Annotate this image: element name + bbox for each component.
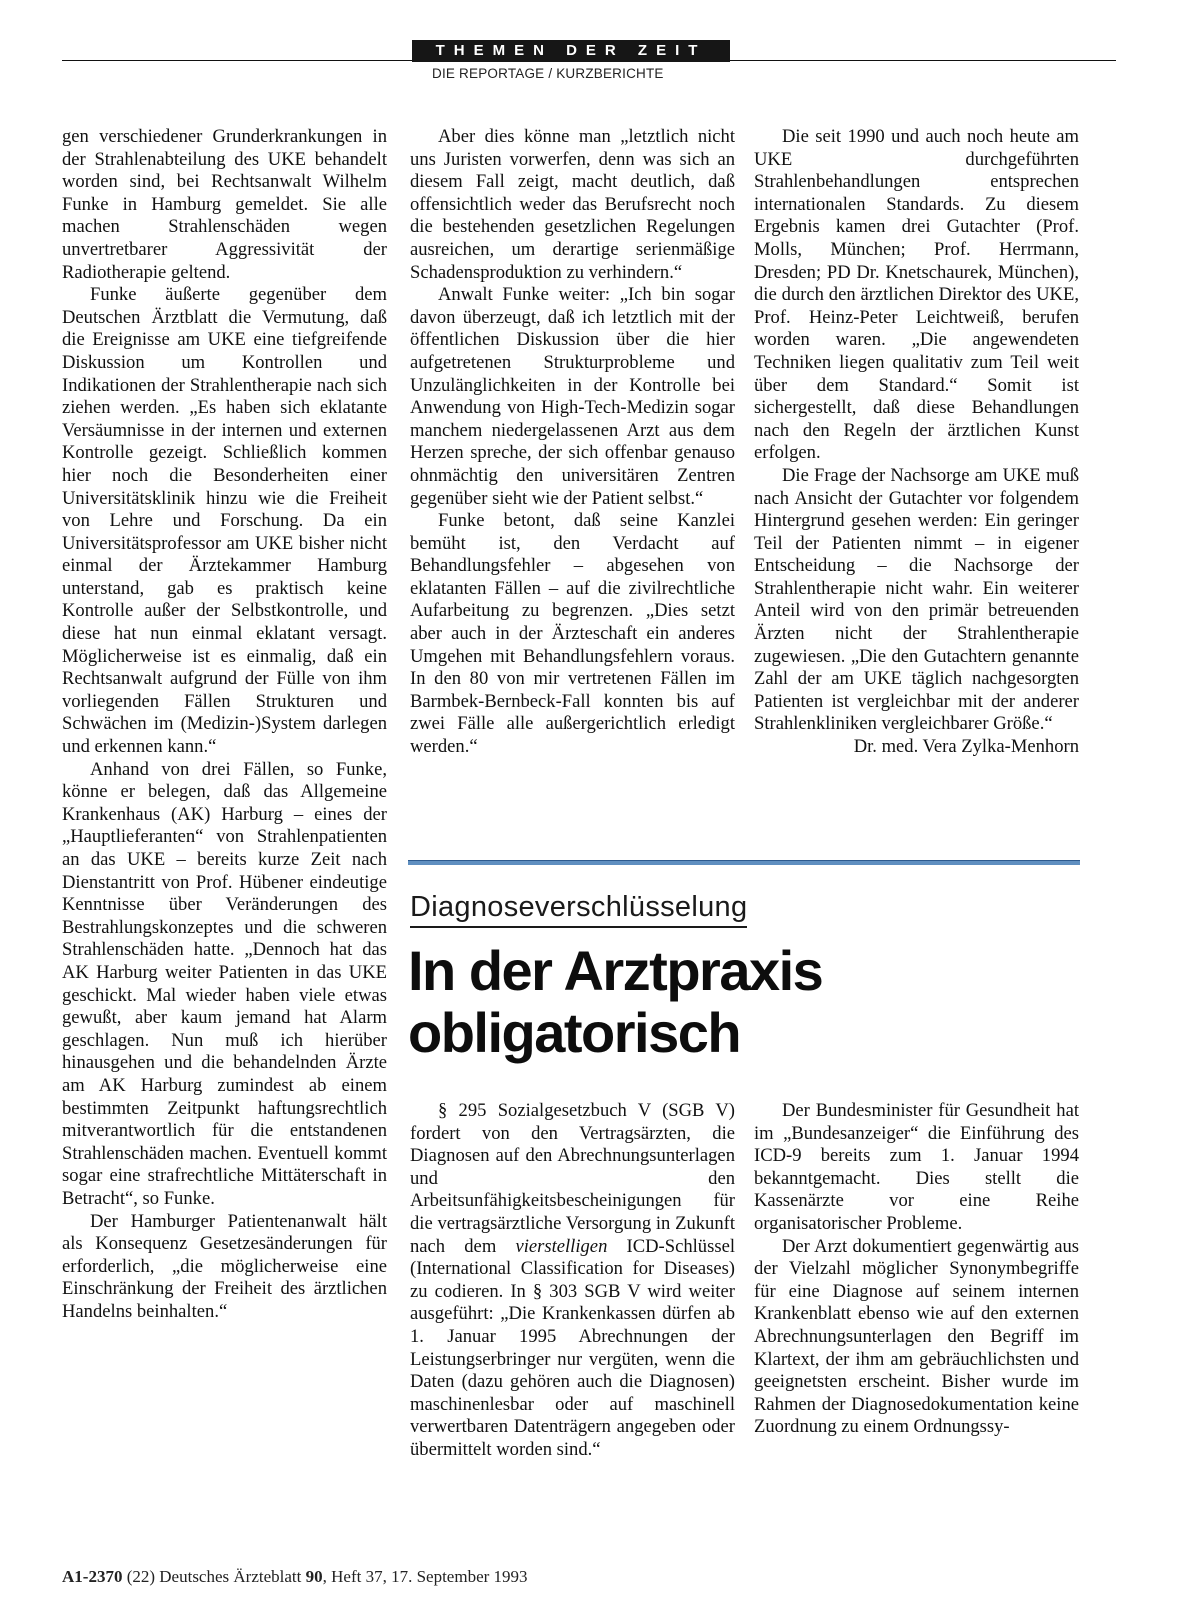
paragraph: Die seit 1990 und auch noch heute am UKE durchgeführten Strahlenbehandlungen entsprechen internationalen Standards. Zu diesem Ergebnis kamen drei Gutachter (Prof. Molls, München; Prof. Herrmann, Dresden; PD Dr. Knetschaurek, München), die durch den ärztlichen Direktor des UKE, Prof. Heinz-Peter Leichtweiß, berufen worden waren. „Die angewendeten Techniken liegen qualitativ zum Teil weit über dem Standard.“ Somit ist sichergestellt, daß diese Behandlungen nach den Regeln der ärztlichen Kunst erfolgen. — [754, 126, 1079, 464]
paragraph — [410, 1100, 735, 1462]
article-headline: In der Arztpraxis obligatorisch — [408, 939, 823, 1064]
paragraph: Die Frage der Nachsorge am UKE muß nach Ansicht der Gutachter vor folgendem Hintergrund gesehen werden: Ein geringer Teil der Patienten nimmt – in eigener Entscheidung – die Nachsorge der Strahlentherapie nicht wahr. Ein weiterer Anteil wird von den primär betreuenden Ärzten nicht der Strahlentherapie zugewiesen. „Die den Gutachtern genannte Zahl der am UKE täglich nachgesorgten Patienten ist vergleichbar mit der anderer Strahlenkliniken vergleichbarer Größe.“ — [754, 464, 1079, 735]
text-run: § 295 Sozialgesetzbuch V (SGB V) fordert von den Vertragsärzten, die Diagnosen auf den Abrechnungsunterlagen und den Arbeitsunfähigkeitsbescheinigungen für die vertragsärztliche Versorgung in Zukunft nach dem — [410, 1100, 735, 1257]
author-byline: Dr. med. Vera Zylka-Menhorn — [853, 736, 1079, 758]
paragraph: Aber dies könne man „letztlich nicht uns Juristen vorwerfen, denn was sich an diesem Fall zeigt, macht deutlich, daß offensichtlich weder das Berufsrecht noch die bestehenden gesetzlichen Regelungen ausreichen, um derartige serienmäßige Schadensproduktion zu verhindern.“ — [410, 126, 735, 283]
paragraph: Anhand von drei Fällen, so Funke, könne er belegen, daß das Allgemeine Krankenhaus (AK) Harburg – eines der „Hauptlieferanten“ von Strahlenpatienten an das UKE – bereits kurze Zeit nach Dienstantritt von Prof. Hübener eindeutige Kenntnisse über Veränderungen des Bestrahlungskonzeptes und die schweren Strahlenschäden hatte. „Dennoch hat das AK Harburg weiter Patienten in das UKE geschickt. Mal wieder haben viele etwas gewußt, aber kaum jemand hat Alarm geschlagen. Nun muß ich hierüber hinausgehen und die behandelnden Ärzte am AK Harburg zumindest ab einem bestimmten Zeitpunkt haftungsrechtlich mitverantwortlich für die entstandenen Strahlenschäden machen. Eventuell kommt sogar eine strafrechtliche Mittäterschaft in Betracht“, so Funke. — [62, 758, 387, 1209]
article2-column1 — [410, 1100, 735, 1462]
issue-info: , Heft 37, 17. September 1993 — [322, 1567, 528, 1586]
paragraph: Der Arzt dokumentiert gegenwärtig aus der Vielzahl möglicher Synonymbegriffe für eine Diagnose auf seinem internen Krankenblatt ebenso wie auf den externen Abrechnungsunterlagen den Begriff im Klartext, der ihm am gebräuchlichsten und geeignetsten erscheint. Bisher wurde im Rahmen der Diagnosedokumentation keine Zuordnung zu einem Ordnungssy- — [754, 1235, 1079, 1438]
article-divider — [408, 860, 1080, 865]
article1-column2 — [410, 126, 735, 759]
article-kicker: Diagnoseverschlüsselung — [410, 888, 747, 928]
paragraph: Anwalt Funke weiter: „Ich bin sogar davon überzeugt, daß ich letztlich mit der öffentlichen Diskussion über die hier aufgetretenen Strukturprobleme und Unzulänglichkeiten in der Kontrolle bei Anwendung von High-Tech-Medizin sogar manchem niedergelassenen Arzt aus dem Herzen spreche, der sich offenbar genauso ohnmächtig den universitären Zentren gegenüber sieht wie der Patient selbst.“ — [410, 284, 735, 509]
paragraph: Funke betont, daß seine Kanzlei bemüht ist, den Verdacht auf Behandlungsfehler – abgesehen von eklatanten Fällen – auf die zivilrechtliche Aufarbeitung zu begrenzen. „Dies setzt aber auch in der Ärzteschaft ein anderes Umgehen mit Behandlungsfehlern voraus. In den 80 von mir vertretenen Fällen im Barmbek-Bernbeck-Fall konnten bis auf zwei Fälle alle außergerichtlich erledigt werden.“ — [410, 510, 735, 758]
paragraph: Der Hamburger Patientenanwalt hält als Konsequenz Gesetzesänderungen für erforderlich, „die möglicherweise eine Einschränkung der Freiheit des ärztlichen Handelns beinhalten.“ — [62, 1210, 387, 1322]
paragraph: Der Bundesminister für Gesundheit hat im „Bundesanzeiger“ die Einführung des ICD-9 bereits zum 1. Januar 1994 bekanntgemacht. Dies stellt die Kassenärzte vor eine Reihe organisatorischer Probleme. — [754, 1100, 1079, 1234]
volume-number: 90 — [305, 1567, 323, 1586]
section-subtitle: DIE REPORTAGE / KURZBERICHTE — [432, 66, 664, 81]
page-number: A1-2370 — [62, 1567, 123, 1586]
paragraph: gen verschiedener Grunderkrankungen in der Strahlenabteilung des UKE behandelt worden sind, bei Rechtsanwalt Wilhelm Funke in Hamburg gemeldet. Sie alle machen Strahlenschäden wegen unvertretbarer Aggressivität der Radiotherapie geltend. — [62, 126, 387, 283]
section-banner: THEMEN DER ZEIT — [412, 40, 730, 62]
text-run: ICD-Schlüssel (International Classification for Diseases) zu codieren. In § 303 SGB V wird weiter ausgeführt: „Die Krankenkassen dürfen ab 1. Januar 1995 Abrechnungen der Leistungserbringer nur vergüten, wenn die Daten (dazu gehören auch die Diagnosen) maschinenlesbar oder auf maschinell verwertbaren Datenträgern angegeben oder übermittelt worden sind.“ — [410, 1235, 735, 1460]
emphasis: vierstelligen — [515, 1235, 608, 1257]
article2-column2 — [754, 1100, 1079, 1439]
paragraph: Funke äußerte gegenüber dem Deutschen Ärztblatt die Vermutung, daß die Ereignisse am UKE eine tiefgreifende Diskussion um Kontrollen und Indikationen der Strahlentherapie nach sich ziehen werden. „Es haben sich eklatante Versäumnisse in der internen und externen Kontrolle gezeigt. Schließlich kommen hier noch die Besonderheiten einer Universitätsklinik hinzu wie die Freiheit von Lehre und Forschung. Da ein Universitätsprofessor am UKE bisher nicht einmal der Ärztekammer Hamburg unterstand, gab es praktisch keine Kontrolle außer der Selbstkontrolle, und diese hat nun einmal eklatant versagt. Möglicherweise ist es einmalig, daß ein Rechtsanwalt aufgrund der Fülle von ihm vorliegenden Fällen Strukturen und Schwächen im (Medizin-)System darlegen und erkennen kann.“ — [62, 284, 387, 758]
article1-column3 — [754, 126, 1079, 759]
page-footer — [62, 1567, 528, 1587]
journal-name: (22) Deutsches Ärzteblatt — [122, 1567, 306, 1586]
article1-column1 — [62, 126, 387, 1323]
